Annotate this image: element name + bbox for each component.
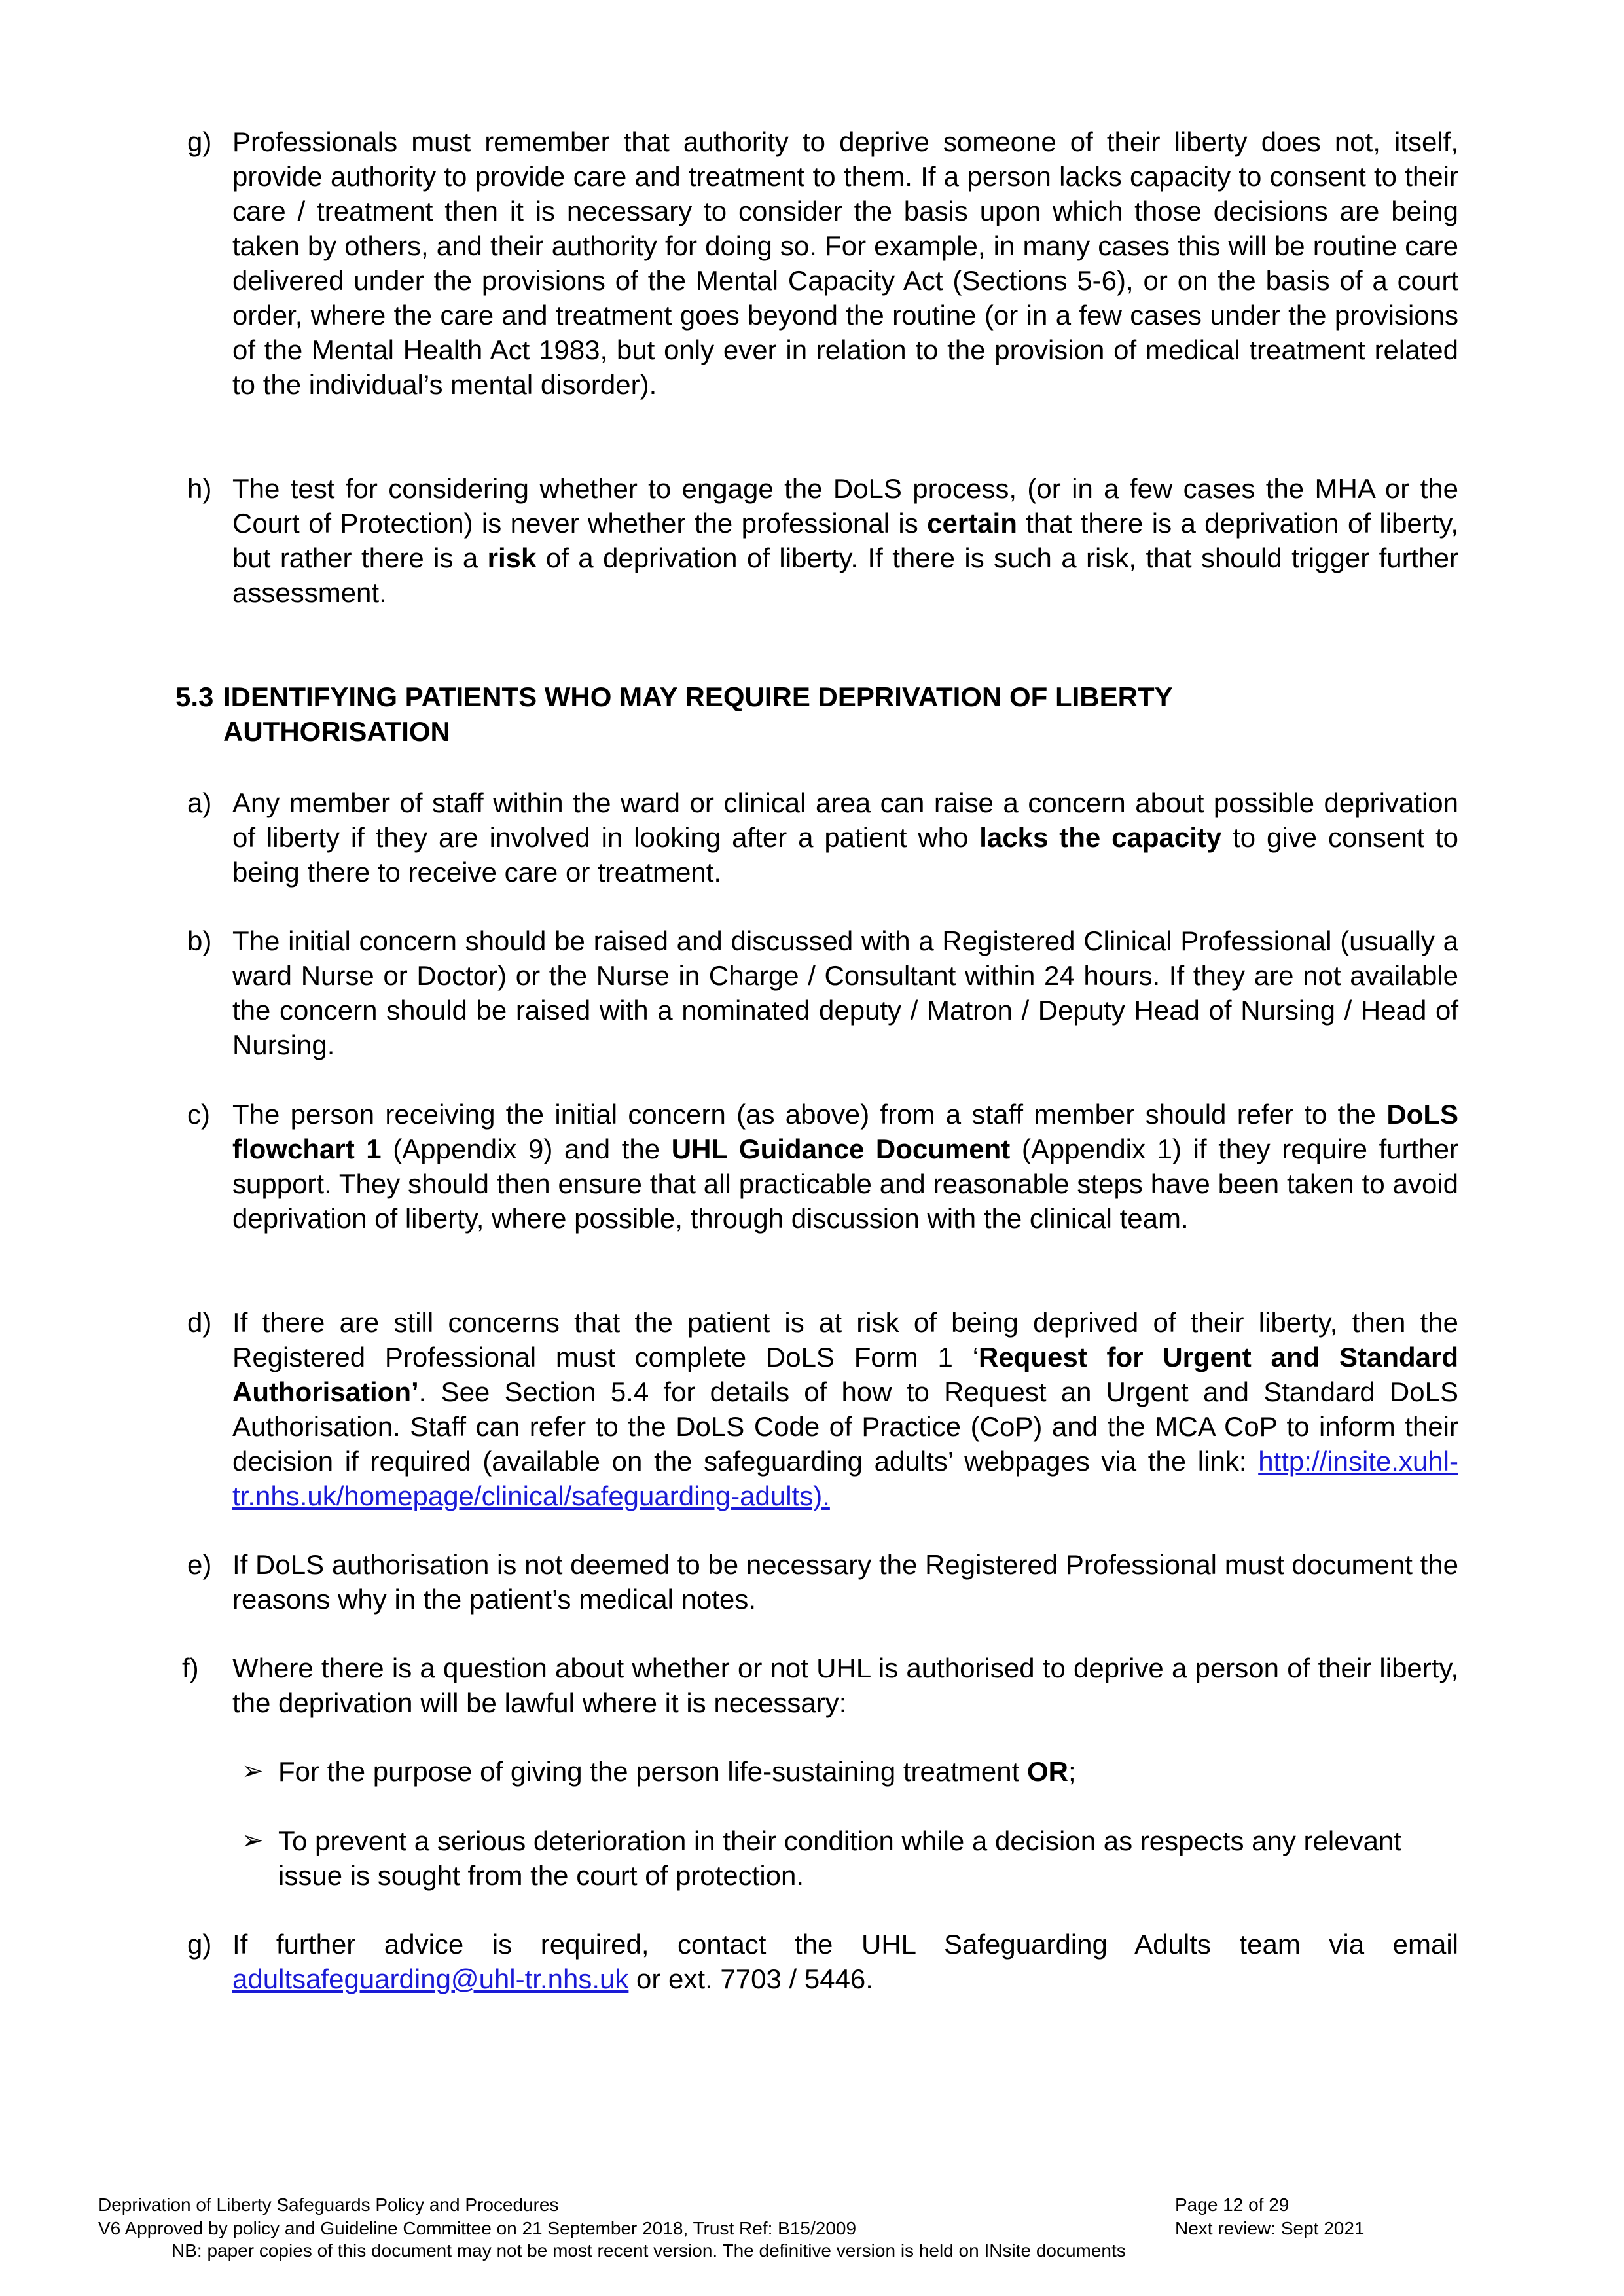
footer-version: V6 Approved by policy and Guideline Committee on 21 September 2018, Trust Ref: B15/2009: [98, 2218, 857, 2238]
list-item-g-professionals: [187, 124, 1458, 402]
list-item-a: a) Any member of staff within the ward or clinical area can raise a concern about possible deprivation of liberty if they are involved in looking after a patient who lacks the capacity to give consent to being there to receive care or treatment.: [232, 785, 1458, 889]
item-label: e): [187, 1549, 212, 1580]
item-label: a): [187, 787, 212, 818]
section-title-line2: AUTHORISATION: [223, 716, 450, 747]
email-link[interactable]: adultsafeguarding@uhl-tr.nhs.uk: [232, 1964, 629, 1994]
item-text: Professionals must remember that authority to deprive someone of their liberty does not, itself, provide authority to provide care and treatment to them. If a person lacks capacity to consent to their care / treatment then it is necessary to consider the basis upon which those decisions are being taken by others, and their authority for doing so. For example, in many cases this will be routine care delivered under the provisions of the Mental Capacity Act (Sections 5-6), or on the basis of a court order, where the care and treatment goes beyond the routine (or in a few cases under the provisions of the Mental Health Act 1983, but only ever in relation to the provision of medical treatment related to the individual’s mental disorder).: [232, 126, 1458, 400]
safeguarding-adults-link[interactable]: http://insite.xuhl-tr.nhs.uk/homepage/clinical/safeguarding-adults).: [232, 1446, 1458, 1511]
list-item-h-test: h) The test for considering whether to engage the DoLS process, (or in a few cases the MHA or the Court of Protection) is never whether the professional is certain that there is a deprivation of liberty, but rather there is a risk of a deprivation of liberty. If there is such a risk, that should trigger further assessment.: [232, 471, 1458, 610]
footer-page-number: Page 12 of 29: [1175, 2195, 1290, 2215]
list-item-b: b) The initial concern should be raised and discussed with a Registered Clinical Professional (usually a ward Nurse or Doctor) or the Nurse in Charge / Consultant within 24 hours. If they are not available the concern should be raised with a nominated deputy / Matron / Deputy Head of Nursing / Head of Nursing.: [232, 924, 1458, 1062]
item-label: g): [187, 126, 212, 157]
item-label: b): [187, 925, 212, 956]
arrow-bullet-icon: ➢: [242, 1826, 264, 1855]
list-item-g-advice: g) If further advice is required, contact the UHL Safeguarding Adults team via email adultsafeguarding@uhl-tr.nhs.uk or ext. 7703 / 5446.: [232, 1927, 1458, 1996]
item-label: d): [187, 1307, 212, 1338]
emphasis-risk: risk: [487, 543, 537, 573]
list-item-f: f) Where there is a question about whether or not UHL is authorised to deprive a person of their liberty, the deprivation will be lawful where it is necessary:: [232, 1651, 1458, 1720]
item-label: h): [187, 473, 212, 504]
emphasis-or: OR: [1026, 1756, 1068, 1787]
arrow-bullet-icon: ➢: [242, 1757, 264, 1785]
footer-next-review: Next review: Sept 2021: [1175, 2218, 1365, 2238]
bullet-item: ➢ For the purpose of giving the person life-sustaining treatment OR;: [278, 1754, 1458, 1789]
footer-doc-title: Deprivation of Liberty Safeguards Policy and Procedures: [98, 2195, 559, 2215]
emphasis-dols-flowchart: DoLS flowchart 1: [232, 1099, 1458, 1164]
emphasis-lacks-capacity: lacks the capacity: [979, 822, 1222, 853]
item-label: f): [182, 1653, 199, 1683]
section-title-line1: IDENTIFYING PATIENTS WHO MAY REQUIRE DEPRIVATION OF LIBERTY: [223, 681, 1173, 712]
list-item-c: c) The person receiving the initial concern (as above) from a staff member should refer to the DoLS flowchart 1 (Appendix 9) and the UHL Guidance Document (Appendix 1) if they require further support. They should then ensure that all practicable and reasonable steps have been taken to avoid deprivation of liberty, where possible, through discussion with the clinical team.: [232, 1097, 1458, 1236]
item-label: c): [187, 1099, 210, 1130]
list-item-d: d) If there are still concerns that the patient is at risk of being deprived of their liberty, then the Registered Professional must complete DoLS Form 1 ‘Request for Urgent and Standard Authorisation’. See Section 5.4 for details of how to Request an Urgent and Standard DoLS Authorisation. Staff can refer to the DoLS Code of Practice (CoP) and the MCA CoP to inform their decision if required (available on the safeguarding adults’ webpages via the link: http://insite.xuhl-tr.nhs.uk/homepage/clinical/safeguarding-adults).: [232, 1305, 1458, 1513]
bullet-item: ➢ To prevent a serious deterioration in their condition while a decision as respects any relevant issue is sought from the court of protection.: [278, 1823, 1458, 1893]
emphasis-uhl-guidance: UHL Guidance Document: [671, 1134, 1011, 1164]
footer-note: NB: paper copies of this document may not be most recent version. The definitive version is held on INsite documents: [171, 2240, 1126, 2261]
emphasis-certain: certain: [927, 508, 1017, 539]
emphasis-request-authorisation: Request for Urgent and Standard Authorisation’: [232, 1342, 1458, 1407]
item-label: g): [187, 1929, 212, 1960]
list-item-e: e) If DoLS authorisation is not deemed to be necessary the Registered Professional must document the reasons why in the patient’s medical notes.: [232, 1547, 1458, 1617]
section-number: 5.3: [175, 681, 214, 712]
